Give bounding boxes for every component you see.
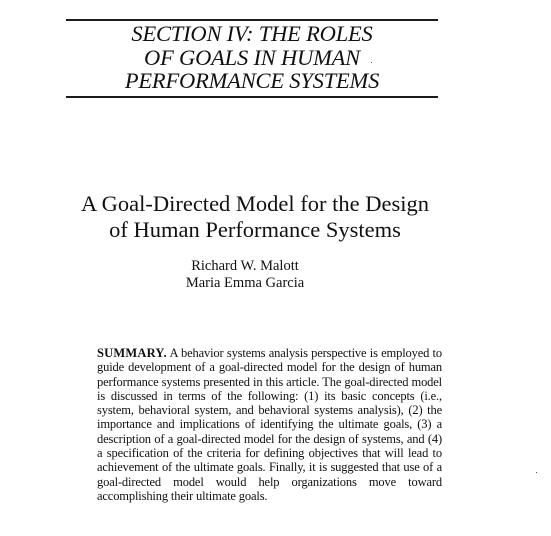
author-name: Maria Emma Garcia <box>185 275 305 291</box>
article-title-line-1: A Goal-Directed Model for the Design <box>80 191 430 216</box>
summary-text: A behavior systems analysis perspective is employed to guide development of a goal-directed model for the design of human performance systems presented in this article. The goal-directed model is discussed in terms of the following: (1) its basic concepts (i.e., system, behavioral system, and behavioral systems analysis), (2) the importance and implications of identifying the ultimate goals, (3) a description of a goal-directed model for the design of systems, and (4) a specification of the criteria for defining objectives that will lead to achievement of the ultimate goals. Finally, it is suggested that use of a goal-directed model would help organizations move toward accomplishing their ultimate goals. <box>97 346 442 503</box>
scan-speck <box>371 62 372 63</box>
author-name: Richard W. Malott <box>191 258 299 274</box>
section-heading <box>66 22 438 93</box>
section-bottom-rule <box>66 96 438 98</box>
article-title <box>40 191 470 243</box>
section-heading-line-1: SECTION IV: THE ROLES <box>131 21 373 46</box>
section-heading-line-2: OF GOALS IN HUMAN <box>144 44 360 70</box>
summary-label: SUMMARY. <box>97 346 167 360</box>
section-heading-line-3: PERFORMANCE SYSTEMS <box>124 68 380 93</box>
summary-paragraph <box>97 346 442 503</box>
article-title-line-2: of Human Performance Systems <box>109 217 401 242</box>
scan-speck <box>536 472 537 473</box>
author-list <box>120 258 370 292</box>
